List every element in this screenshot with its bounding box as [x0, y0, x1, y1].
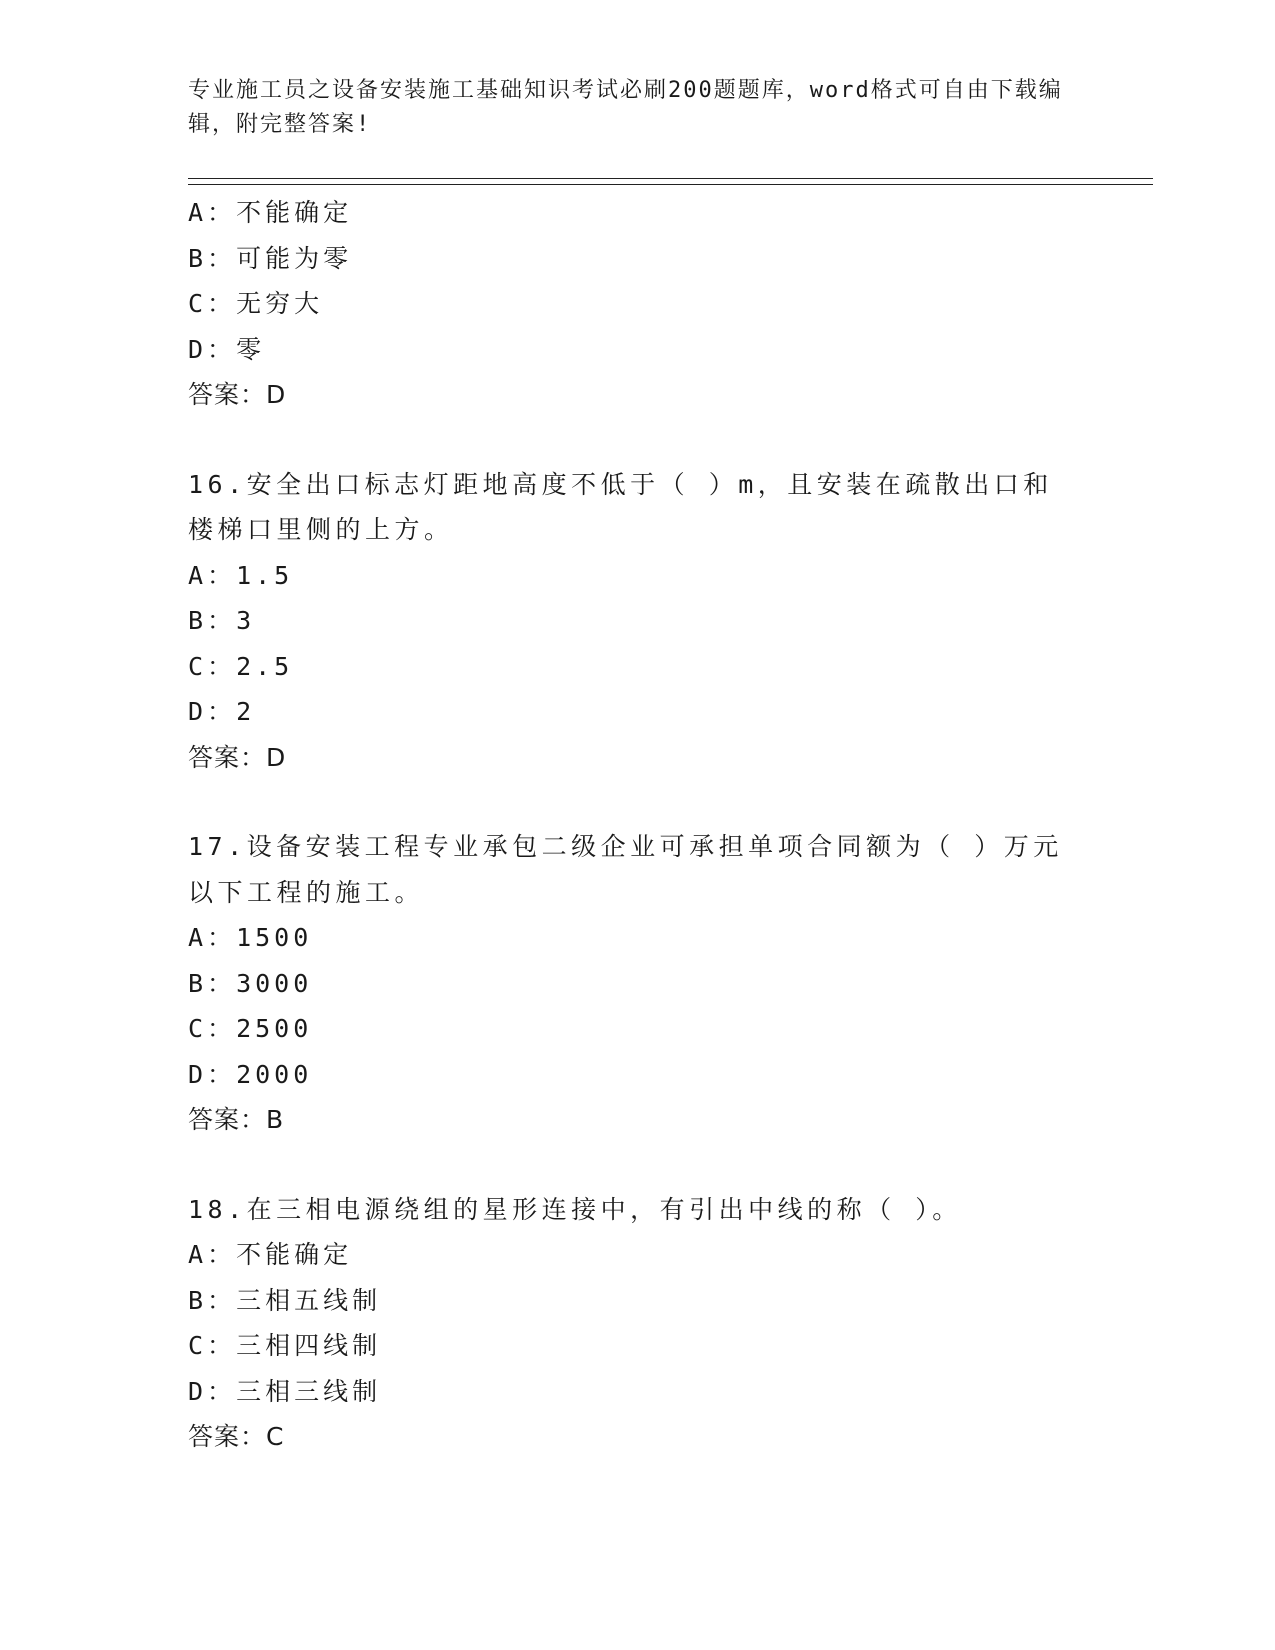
- question-block-partial: [188, 190, 1128, 418]
- option-d: D：三相三线制: [188, 1376, 382, 1406]
- option-d: D：2000: [188, 1059, 313, 1089]
- option-a: A：1500: [188, 923, 313, 952]
- option-d: D：2: [188, 697, 256, 726]
- question-text: 17.设备安装工程专业承包二级企业可承担单项合同额为（ ）万元以下工程的施工。: [188, 832, 1063, 907]
- header-divider-top: [188, 178, 1153, 179]
- option-b: B：可能为零: [188, 243, 353, 273]
- question-list: [188, 190, 1128, 1460]
- option-a: A：1.5: [188, 560, 294, 590]
- option-b: B：3000: [188, 968, 313, 998]
- option-d: D：零: [188, 334, 266, 364]
- option-c: C：无穷大: [188, 289, 324, 318]
- answer-line: 答案：D: [188, 742, 287, 772]
- question-text: 16.安全出口标志灯距地高度不低于（ ）m，且安装在疏散出口和楼梯口里侧的上方。: [188, 469, 1053, 544]
- option-c: C：三相四线制: [188, 1331, 382, 1360]
- question-text: 18.在三相电源绕组的星形连接中，有引出中线的称（ ）。: [188, 1194, 962, 1224]
- document-header: 专业施工员之设备安装施工基础知识考试必刷200题题库，word格式可自由下载编辑，附完整答案!: [188, 78, 1063, 137]
- question-block-18: [188, 1187, 1128, 1460]
- answer-line: 答案：C: [188, 1422, 285, 1451]
- answer-line: 答案：B: [188, 1105, 285, 1134]
- header-divider-bottom: [188, 184, 1153, 185]
- question-block-17: [188, 824, 1128, 1143]
- option-c: C：2500: [188, 1014, 313, 1043]
- question-block-16: [188, 462, 1128, 781]
- answer-line: 答案：D: [188, 380, 287, 409]
- option-b: B：3: [188, 606, 256, 635]
- option-b: B：三相五线制: [188, 1285, 382, 1315]
- option-c: C：2.5: [188, 651, 294, 681]
- option-a: A：不能确定: [188, 1240, 353, 1269]
- option-a: A：不能确定: [188, 198, 353, 227]
